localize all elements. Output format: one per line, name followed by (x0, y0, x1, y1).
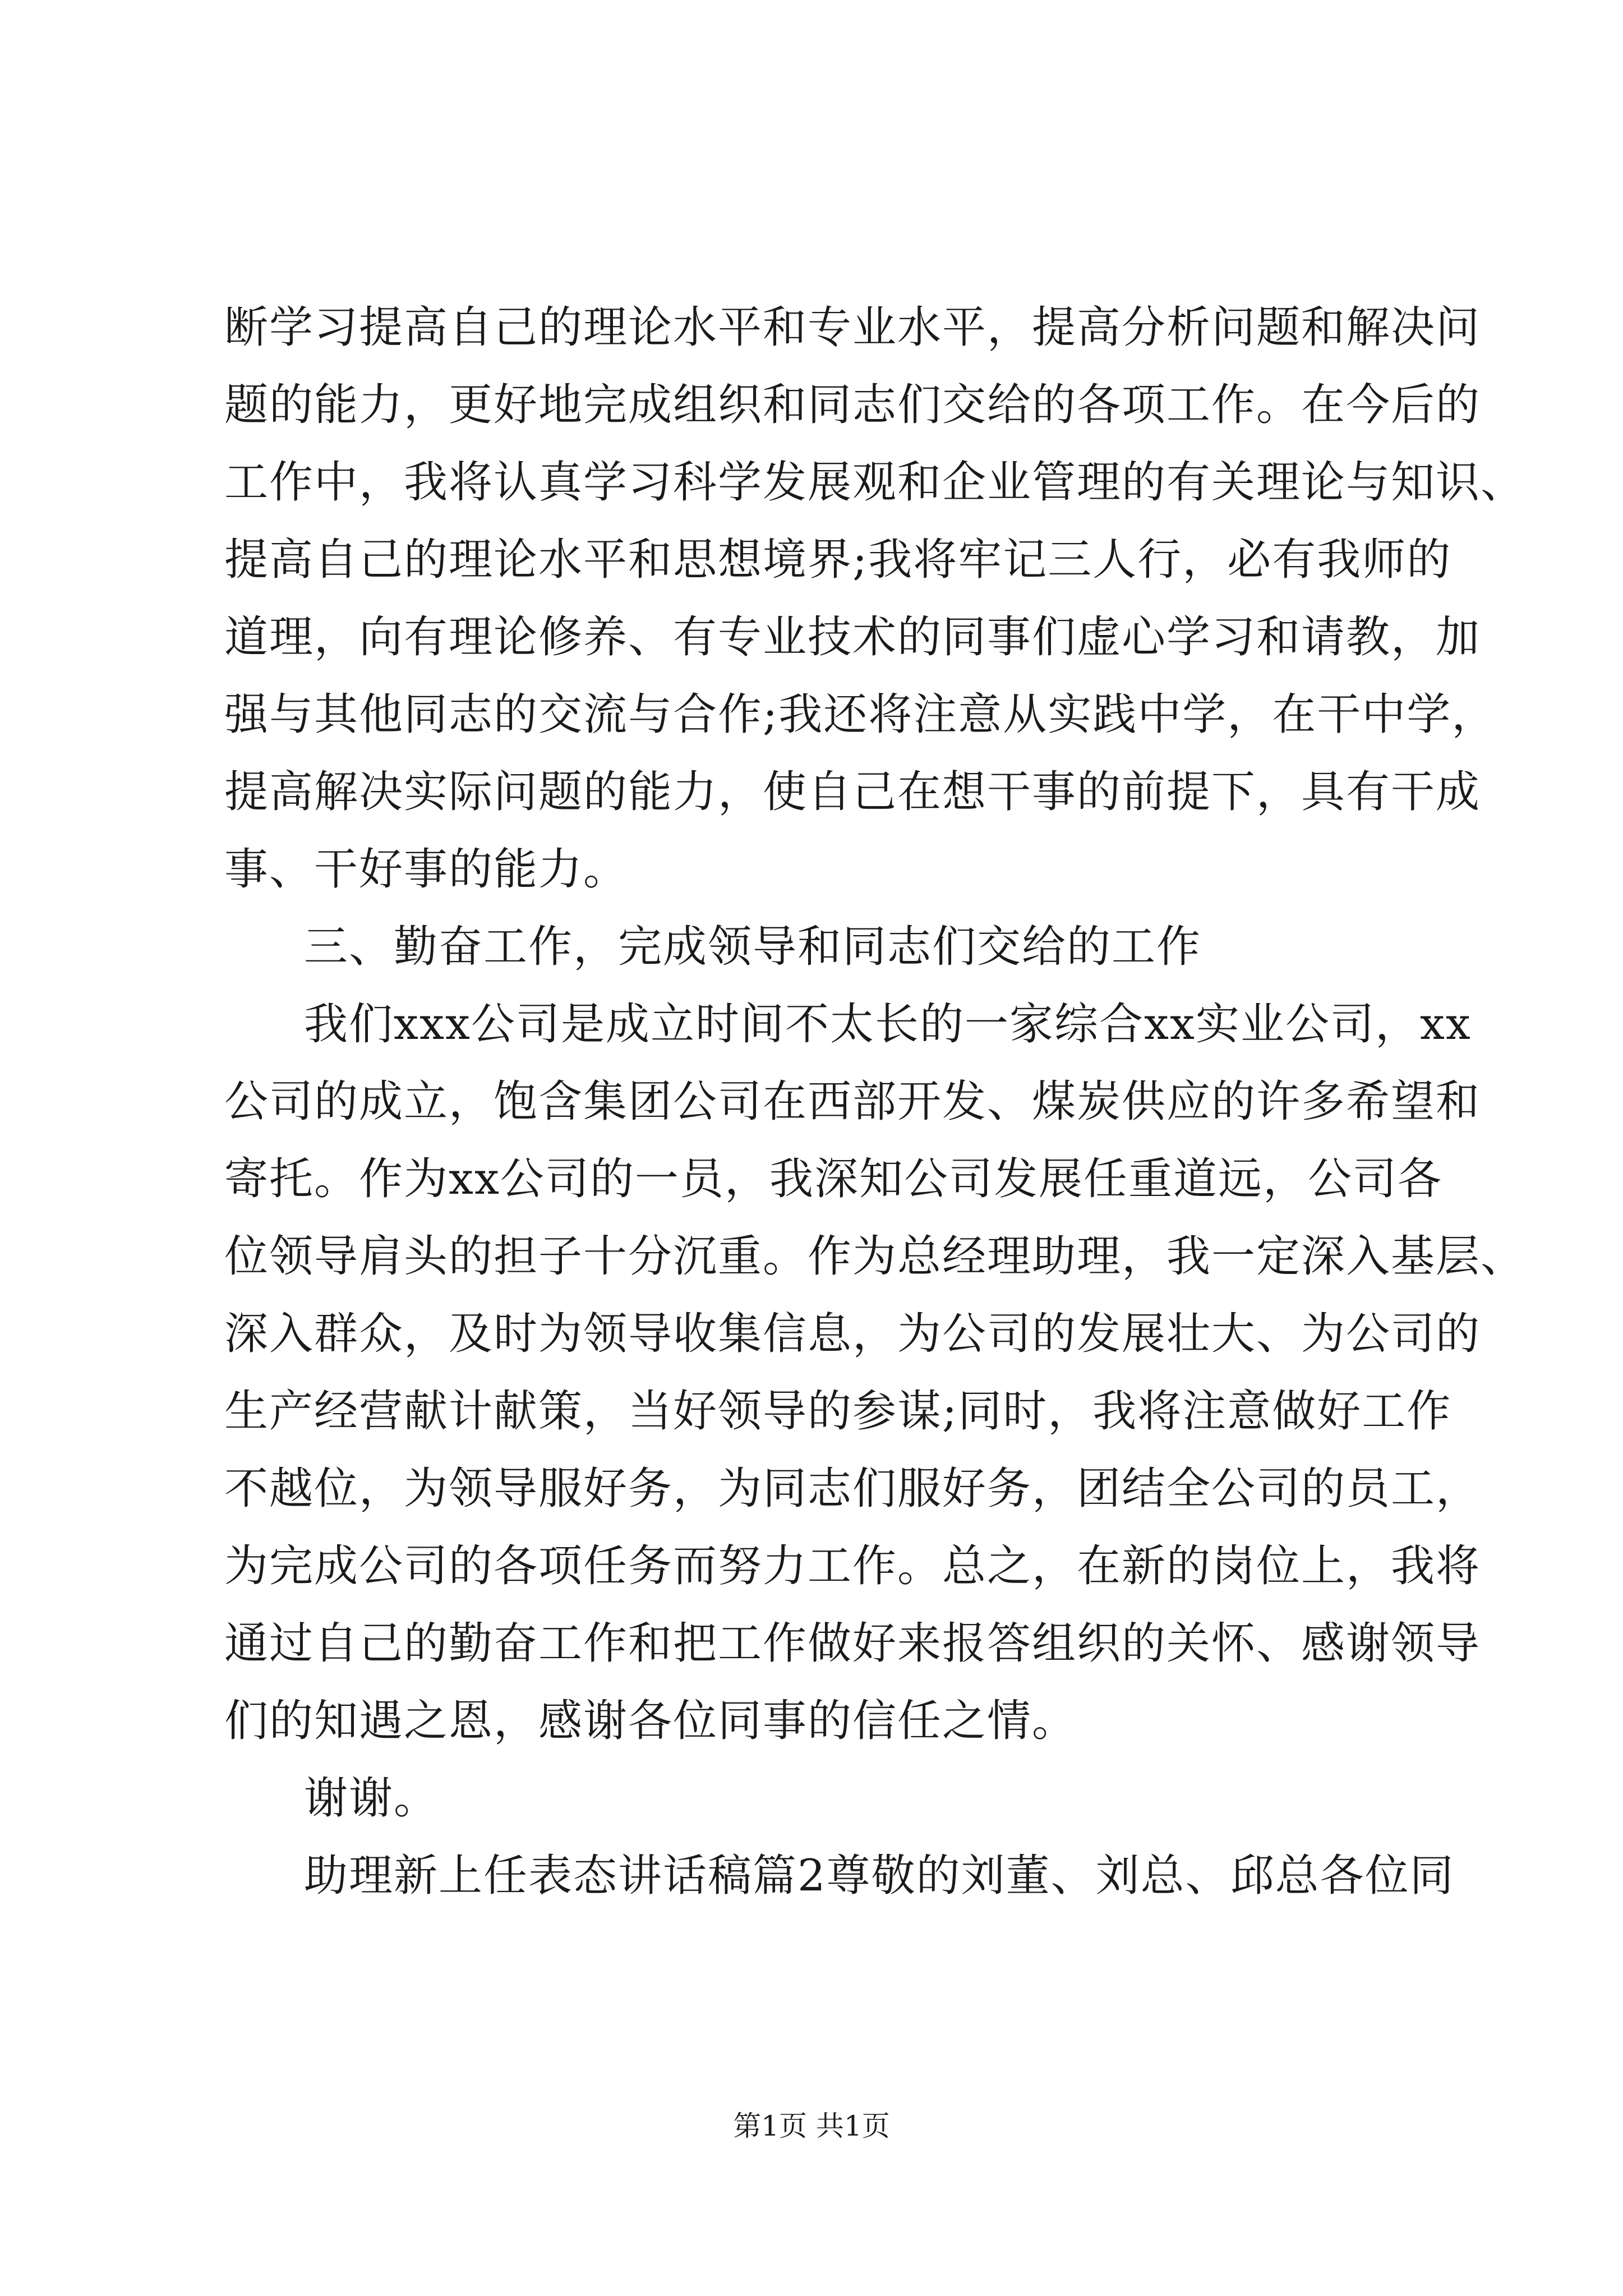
body-line: 通过自己的勤奋工作和把工作做好来报答组织的关怀、感谢领导 (224, 1618, 1481, 1669)
paragraph-start-line: 助理新上任表态讲话稿篇2尊敬的刘董、刘总、邱总各位同 (304, 1851, 1455, 1901)
paragraph-start-line: 我们xxx公司是成立时间不太长的一家综合xx实业公司，xx (304, 999, 1472, 1050)
body-line: 强与其他同志的交流与合作;我还将注意从实践中学，在干中学， (224, 689, 1497, 740)
body-line: 公司的成立，饱含集团公司在西部开发、煤炭供应的许多希望和 (224, 1076, 1481, 1127)
body-line: 不越位，为领导服好务，为同志们服好务，团结全公司的员工， (224, 1464, 1481, 1514)
body-line: 道理，向有理论修养、有专业技术的同事们虚心学习和请教，加 (224, 612, 1481, 662)
body-line: 事、干好事的能力。 (224, 844, 629, 895)
body-line: 断学习提高自己的理论水平和专业水平，提高分析问题和解决问 (224, 302, 1481, 353)
body-line: 位领导肩头的担子十分沉重。作为总经理助理，我一定深入基层、 (224, 1231, 1526, 1282)
body-line: 们的知遇之恩，感谢各位同事的信任之情。 (224, 1696, 1077, 1746)
page-footer: 第1页 共1页 (733, 2110, 890, 2142)
section-heading: 三、勤奋工作，完成领导和同志们交给的工作 (304, 922, 1202, 972)
body-line: 提高解决实际问题的能力，使自己在想干事的前提下，具有干成 (224, 767, 1481, 817)
body-line: 生产经营献计献策，当好领导的参谋;同时，我将注意做好工作 (224, 1386, 1452, 1437)
body-line: 工作中，我将认真学习科学发展观和企业管理的有关理论与知识、 (224, 457, 1526, 508)
body-line: 寄托。作为xx公司的一员，我深知公司发展任重道远，公司各 (224, 1154, 1442, 1204)
body-line: 为完成公司的各项任务而努力工作。总之，在新的岗位上，我将 (224, 1541, 1481, 1591)
body-line: 题的能力，更好地完成组织和同志们交给的各项工作。在今后的 (224, 380, 1481, 430)
body-line: 提高自己的理论水平和思想境界;我将牢记三人行，必有我师的 (224, 535, 1452, 585)
body-line: 深入群众，及时为领导收集信息，为公司的发展壮大、为公司的 (224, 1309, 1481, 1359)
closing-line: 谢谢。 (304, 1773, 439, 1824)
